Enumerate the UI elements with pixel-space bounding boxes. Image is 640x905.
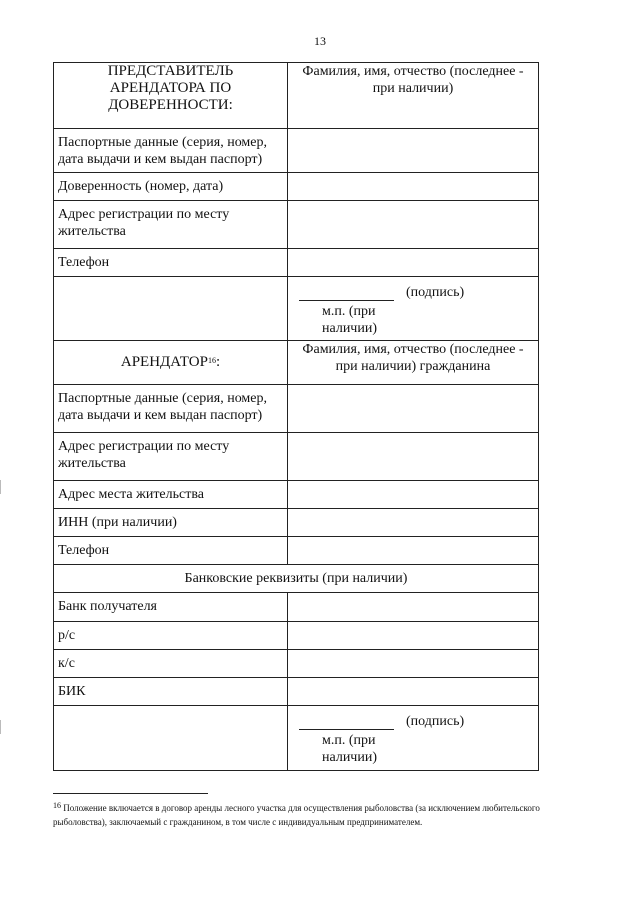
page-number: 13 [314, 34, 326, 48]
row-value-field[interactable] [288, 537, 539, 565]
signature-line[interactable] [299, 286, 394, 301]
row-label: Адрес регистрации по месту жительства [54, 433, 288, 481]
bank-heading-row [54, 565, 539, 593]
table-row [54, 129, 539, 173]
tenant-fio-heading: Фамилия, имя, отчество (последнее - при наличии) гражданина [288, 341, 539, 385]
scan-edge-mark [0, 720, 1, 734]
row-label: БИК [54, 678, 288, 706]
row-label: Паспортные данные (серия, номер, дата выдачи и кем выдан паспорт) [54, 385, 288, 433]
table-row [54, 385, 539, 433]
row-value-field[interactable] [288, 201, 539, 249]
table-row [54, 537, 539, 565]
scan-edge-mark [0, 480, 1, 494]
row-label: Адрес места жительства [54, 481, 288, 509]
table-row [54, 593, 539, 622]
representative-heading-row [54, 63, 539, 129]
table-row [54, 509, 539, 537]
signature-line[interactable] [299, 715, 394, 730]
tenant-heading-row [54, 341, 539, 385]
table-row [54, 622, 539, 650]
stamp-label: м.п. (при наличии) [322, 304, 377, 336]
row-value-field[interactable] [288, 173, 539, 201]
row-label: Телефон [54, 249, 288, 277]
row-value-field[interactable] [288, 509, 539, 537]
footnote-text: Положение включается в договор аренды лесного участка для осуществления рыболовства (за исключением любительского рыболовства), заключаемый с гражданином, в том числе с индивидуальным предпринимателем. [53, 803, 540, 827]
row-value-field[interactable] [288, 481, 539, 509]
tenant-heading: АРЕНДАТОР$^{16}$: [54, 341, 288, 385]
footnote-ref: 16 [207, 356, 216, 365]
row-value-field[interactable] [288, 678, 539, 706]
row-value-field[interactable] [288, 622, 539, 650]
row-label: р/с [54, 622, 288, 650]
signature-label: (подпись) [406, 285, 465, 300]
row-label: Доверенность (номер, дата) [54, 173, 288, 201]
row-label: к/с [54, 650, 288, 678]
signature-label: (подпись) [406, 714, 465, 729]
row-label: Телефон [54, 537, 288, 565]
signature-block [288, 706, 539, 771]
table-row [54, 650, 539, 678]
row-value-field[interactable] [288, 385, 539, 433]
table-row [54, 678, 539, 706]
row-label: Паспортные данные (серия, номер, дата выдачи и кем выдан паспорт) [54, 129, 288, 173]
row-label: Адрес регистрации по месту жительства [54, 201, 288, 249]
table-row [54, 433, 539, 481]
stamp-label: м.п. (при наличии) [322, 733, 377, 765]
row-value-field[interactable] [288, 433, 539, 481]
table-row [54, 481, 539, 509]
representative-signature-row [54, 277, 539, 341]
row-label: ИНН (при наличии) [54, 509, 288, 537]
table-row [54, 201, 539, 249]
row-label: Банк получателя [54, 593, 288, 622]
footnote [53, 801, 543, 829]
signature-block [288, 277, 539, 341]
representative-heading: ПРЕДСТАВИТЕЛЬ АРЕНДАТОРА ПО ДОВЕРЕННОСТИ: [54, 63, 288, 129]
representative-fio-heading: Фамилия, имя, отчество (последнее - при наличии) [288, 63, 539, 129]
footnote-marker: 16 [53, 801, 61, 810]
tenant-signature-row [54, 706, 539, 771]
lease-party-details-table [53, 62, 539, 771]
row-value-field[interactable] [288, 650, 539, 678]
row-value-field[interactable] [288, 593, 539, 622]
bank-details-heading: Банковские реквизиты (при наличии) [54, 565, 539, 593]
table-row [54, 173, 539, 201]
footnote-separator [53, 793, 208, 794]
row-value-field[interactable] [288, 129, 539, 173]
table-row [54, 249, 539, 277]
row-value-field[interactable] [288, 249, 539, 277]
